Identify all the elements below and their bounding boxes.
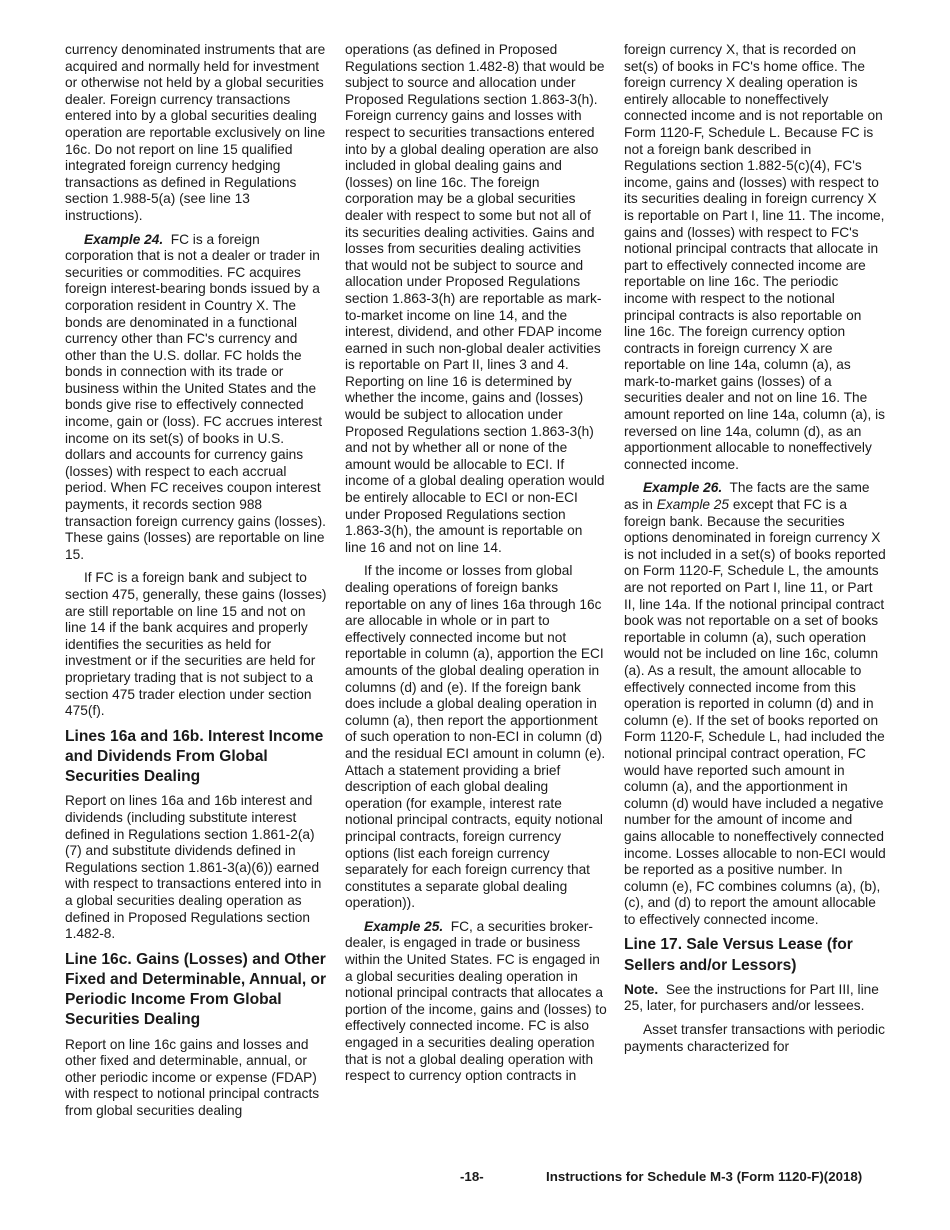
note [624, 982, 886, 1015]
example-text: FC, a securities broker-dealer, is engaged in trade or business within the United States. FC is engaged in a global securities dealing operation in notional principal contracts that allocates a portion of the income, gains and (losses) to effectively connected income. FC is also engaged in a securities dealing operation that is not a global dealing operation with respect to currency option contracts in [345, 918, 607, 1084]
note-text: See the instructions for Part III, line 25, later, for purchasers and/or lessees. [624, 981, 879, 1014]
paragraph: If FC is a foreign bank and subject to section 475, generally, these gains (losses) are still reportable on line 15 and not on line 14 if the bank acquires and properly identifies the securities as held for investment or if the securities are held for proprietary trading that is not subject to a section 475 trader election under section 475(f). [65, 570, 327, 719]
example-label: Example 25. [364, 918, 444, 934]
paragraph: operations (as defined in Proposed Regulations section 1.482-8) that would be subject to source and allocation under Proposed Regulations section 1.863-3(h). Foreign currency gains and losses with respect to securities transactions entered into by a global dealing operation are also included in global dealing gains and (losses) on line 16c. The foreign corporation may be a global securities dealer with respect to some but not all of its securities dealing activities. Gains and losses from securities dealing activities that would not be subject to source and allocation under Proposed Regulations section 1.863-3(h) are reportable as mark-to-market income on line 14, and the interest, dividend, and other FDAP income earned in such non-global dealer activities is reportable on Part II, lines 3 and 4. Reporting on line 16 is determined by whether the income, gains and (losses) would be subject to allocation under Proposed Regulations section 1.863-3(h) and not by whether all or none of the amount would be allocable to ECI. If income of a global dealing operation would be entirely allocable to ECI or non-ECI under Proposed Regulations section 1.863-3(h), the amount is reportable on line 16 and not on line 14. [345, 42, 605, 555]
section-heading: Line 17. Sale Versus Lease (for Sellers and/or Lessors) [624, 936, 853, 974]
example-text: except that FC is a foreign bank. Because the securities options denominated in foreign currency X is not included in a set(s) of books reported on Form 1120-F, Schedule L, the amounts are not reported on Part I, line 11, or Part II, line 14a. If the notional principal contract book was not reportable on a set of books reportable in column (a), such operation would not be included on line 16c, column (a). As a result, the amount allocable to effectively connected income from this operation is reported in column (d) and in column (e). If the set of books reported on Form 1120-F, Schedule L, had included the notional principal contract operation, FC would have reported such amount in column (a), and the apportionment in column (d) would have included a negative number for the amount of income and gains allocable to noneffectively connected income. Losses allocable to non-ECI would be reported as a positive number. In column (e), FC combines columns (a), (b), (c), and (d) to report the amount allocable to effectively connected income. [624, 497, 886, 927]
example-25 [345, 919, 607, 1085]
paragraph: Report on lines 16a and 16b interest and dividends (including substitute interest defined in Regulations section 1.861-2(a)(7) and substitute dividends defined in Regulations section 1.861-3(a)(6)) earned with respect to transactions entered into in a global securities dealing operation as defined in Proposed Regulations section 1.482-8. [65, 793, 322, 942]
example-text: The facts are the same as in [624, 480, 870, 513]
example-label: Example 24. [84, 231, 164, 247]
note-label: Note. [624, 981, 659, 997]
section-heading: Line 16c. Gains (Losses) and Other Fixed and Determinable, Annual, or Periodic Income From Global Securities Dealing [65, 950, 327, 1029]
example-24 [65, 232, 327, 564]
example-reference: Example 25 [656, 497, 730, 513]
column-3 [624, 42, 886, 1062]
example-text: FC is a foreign corporation that is not a dealer or trader in securities or commodities. FC acquires foreign interest-bearing bonds issued by a corporation resident in Country X. The bonds are denominated in a functional currency other than FC's currency and other than the U.S. dollar. FC holds the bonds in connection with its trade or business within the United States and the bonds give rise to effectively connected income, gain or (loss). FC accrues interest income on its set(s) of books in U.S. dollars and accounts for currency gains (losses) with respect to each accrual period. When FC receives coupon interest payments, it records section 988 transaction foreign currency gains (losses). These gains (losses) are reportable on line 15. [65, 231, 326, 562]
column-2 [345, 42, 607, 1092]
footer-title: Instructions for Schedule M-3 (Form 1120-F)(2018) [546, 1169, 863, 1184]
paragraph: Asset transfer transactions with periodic payments characterized for [624, 1022, 885, 1054]
paragraph: Report on line 16c gains and losses and other fixed and determinable, annual, or other periodic income or expense (FDAP) with respect to notional principal contracts from global securities dealing [65, 1036, 320, 1118]
example-label: Example 26. [643, 480, 723, 496]
paragraph: If the income or losses from global dealing operations of foreign banks reportable on any of lines 16a through 16c are allocable in whole or in part to effectively connected income but not reportable in column (a), apportion the ECI amounts of the global dealing operation in columns (d) and (e). If the foreign bank does include a global dealing operation in column (a), then report the apportionment of such operation to non-ECI in column (d) and the residual ECI amount in column (e). Attach a statement providing a brief description of each global dealing operation (for example, interest rate notional principal contracts, equity notional principal contracts, foreign currency options (list each foreign currency separately for each foreign currency that constitutes a separate global dealing operation)). [345, 563, 606, 911]
section-heading: Lines 16a and 16b. Interest Income and Dividends From Global Securities Dealing [65, 727, 324, 786]
paragraph: foreign currency X, that is recorded on set(s) of books in FC's home office. The foreign currency X dealing operation is entirely allocable to noneffectively connected income and is not reportable on Form 1120-F, Schedule L. Because FC is not a foreign bank described in Regulations section 1.882-5(c)(4), FC's income, gains and (losses) with respect to its securities dealing in foreign currency X is reportable on Part I, line 11. The income, gains and (losses) with respect to FC's notional principal contracts that allocate in part to effectively connected income are reportable on line 16c. The periodic income with respect to the notional principal contracts is also reportable on line 16c. The foreign currency option contracts in foreign currency X are reportable on line 14a, column (a), as mark-to-market gains (losses) of a securities dealer and not on line 16. The amount reported on line 14a, column (a), is reversed on line 14a, column (d), as an apportionment allocable to noneffectively connected income. [624, 42, 885, 472]
page-number: -18- [460, 1169, 484, 1184]
paragraph: currency denominated instruments that are acquired and normally held for investment or otherwise not held by a global securities dealer. Foreign currency transactions entered into by a global securities dealing operation are reportable exclusively on line 16c. Do not report on line 15 qualified integrated foreign currency hedging transactions as defined in Regulations section 1.988-5(a) (see line 13 instructions). [65, 42, 326, 223]
column-1 [65, 42, 327, 1126]
example-26 [624, 480, 886, 928]
